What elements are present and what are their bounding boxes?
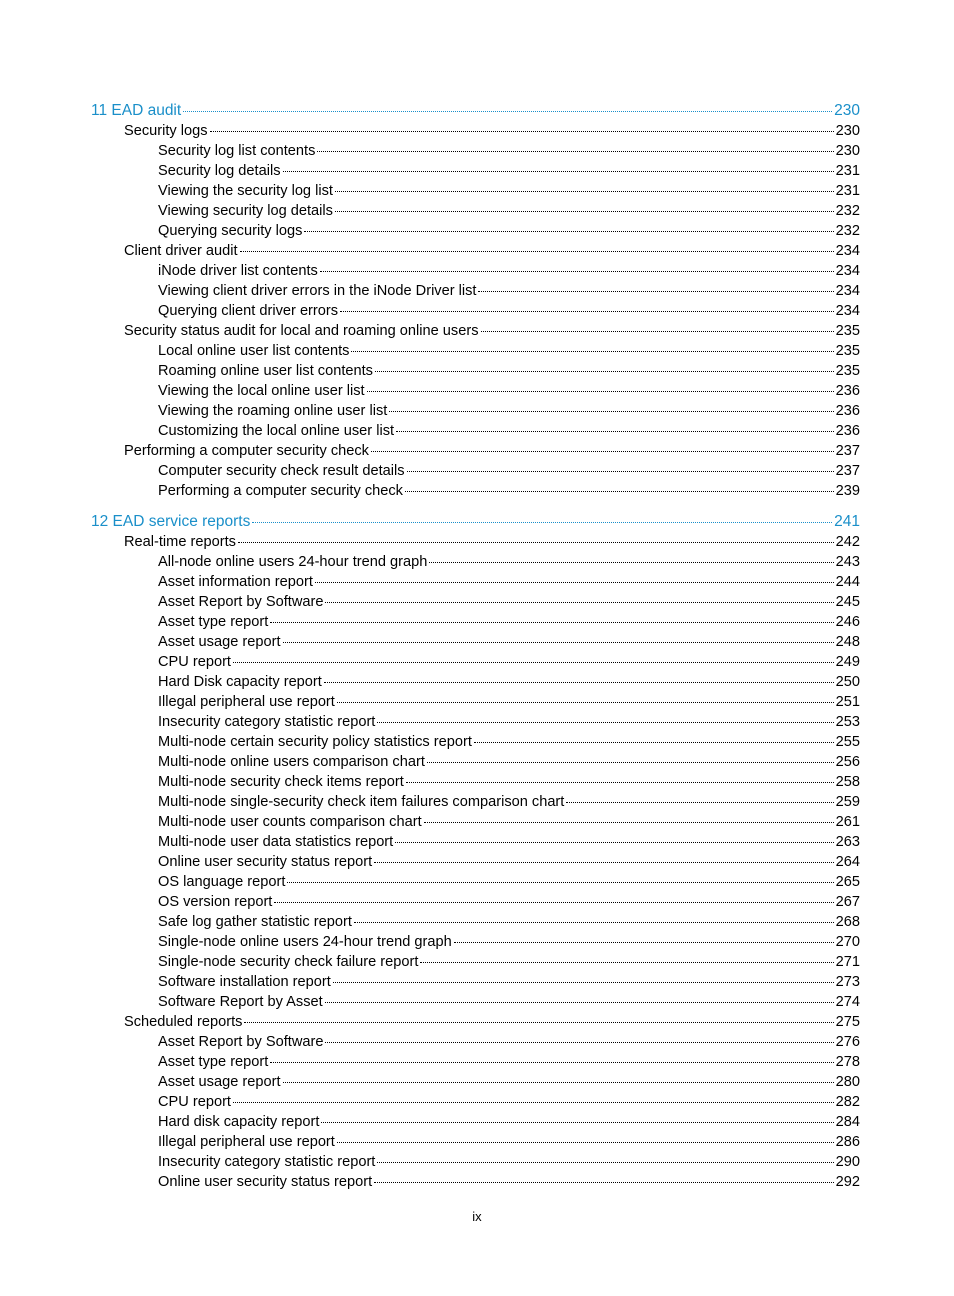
toc-entry-title: Security logs <box>124 123 208 139</box>
toc-entry-title: Security status audit for local and roaming online users <box>124 323 479 339</box>
dot-leader <box>424 810 834 823</box>
toc-entry-page: 275 <box>835 1014 860 1030</box>
toc-entry-title: Illegal peripheral use report <box>158 1134 335 1150</box>
toc-entry-title: CPU report <box>158 1094 231 1110</box>
dot-leader <box>325 590 833 603</box>
toc-subsection-entry[interactable] <box>158 812 860 832</box>
toc-entry-title: Viewing the security log list <box>158 183 333 199</box>
toc-entry-title: Viewing the local online user list <box>158 383 365 399</box>
toc-entry-page: 242 <box>835 534 860 550</box>
dot-leader <box>374 850 834 863</box>
dot-leader <box>325 990 834 1003</box>
dot-leader <box>333 970 834 983</box>
dot-leader <box>335 199 834 212</box>
toc-entry-page: 276 <box>835 1034 860 1050</box>
dot-leader <box>340 299 834 312</box>
toc-entry-page: 250 <box>835 674 860 690</box>
toc-entry-title: Security log list contents <box>158 143 316 159</box>
dot-leader <box>377 710 833 723</box>
toc-subsection-entry[interactable] <box>158 792 860 812</box>
toc-subsection-entry[interactable] <box>158 361 860 381</box>
dot-leader <box>315 570 834 583</box>
toc-entry-page: 286 <box>835 1134 860 1150</box>
toc-entry-title: Multi-node user data statistics report <box>158 834 394 850</box>
toc-entry-page: 278 <box>835 1054 860 1070</box>
toc-subsection-entry[interactable] <box>158 161 860 181</box>
toc-entry-title: iNode driver list contents <box>158 263 318 279</box>
toc-subsection-entry[interactable] <box>158 1172 860 1192</box>
toc-entry-page: 274 <box>835 994 860 1010</box>
toc-entry-page: 284 <box>835 1114 860 1130</box>
toc-entry-title: Hard disk capacity report <box>158 1114 320 1130</box>
toc-subsection-entry[interactable] <box>158 672 860 692</box>
toc-entry-title: Asset type report <box>158 614 269 630</box>
dot-leader <box>183 99 832 112</box>
dot-leader <box>270 1050 833 1063</box>
toc-subsection-entry[interactable] <box>158 1032 860 1052</box>
dot-leader <box>405 479 834 492</box>
toc-subsection-entry[interactable] <box>158 712 860 732</box>
toc-subsection-entry[interactable] <box>158 341 860 361</box>
toc-entry-page: 244 <box>835 574 860 590</box>
toc-section-entry[interactable] <box>124 441 860 461</box>
dot-leader <box>274 890 833 903</box>
toc-entry-title: OS language report <box>158 874 286 890</box>
toc-entry-title: Software Report by Asset <box>158 994 323 1010</box>
toc-entry-title: Online user security status report <box>158 1174 373 1190</box>
toc-entry-page: 282 <box>835 1094 860 1110</box>
dot-leader <box>270 610 833 623</box>
dot-leader <box>389 399 833 412</box>
toc-subsection-entry[interactable] <box>158 141 860 161</box>
dot-leader <box>367 379 834 392</box>
toc-subsection-entry[interactable] <box>158 301 860 321</box>
toc-entry-page: 273 <box>835 974 860 990</box>
toc-chapter-entry[interactable] <box>91 512 860 532</box>
toc-entry-title: Multi-node user counts comparison chart <box>158 814 422 830</box>
dot-leader <box>337 1130 834 1143</box>
dot-leader <box>427 750 834 763</box>
dot-leader <box>375 359 834 372</box>
toc-entry-title: Asset usage report <box>158 634 281 650</box>
toc-entry-page: 234 <box>835 243 860 259</box>
toc-entry-title: Hard Disk capacity report <box>158 674 322 690</box>
toc-entry-title: Asset Report by Software <box>158 1034 324 1050</box>
toc-entry-page: 232 <box>835 203 860 219</box>
toc-entry-page: 280 <box>835 1074 860 1090</box>
toc-subsection-entry[interactable] <box>158 421 860 441</box>
toc-subsection-entry[interactable] <box>158 261 860 281</box>
toc-entry-title: Viewing client driver errors in the iNode Driver list <box>158 283 477 299</box>
dot-leader <box>396 419 834 432</box>
toc-entry-title: Multi-node certain security policy statistics report <box>158 734 472 750</box>
toc-entry-title: Local online user list contents <box>158 343 350 359</box>
toc-entry-page: 263 <box>835 834 860 850</box>
dot-leader <box>283 1070 834 1083</box>
toc-entry-page: 234 <box>835 303 860 319</box>
toc-subsection-entry[interactable] <box>158 972 860 992</box>
toc-entry-page: 237 <box>835 443 860 459</box>
toc-subsection-entry[interactable] <box>158 732 860 752</box>
toc-subsection-entry[interactable] <box>158 612 860 632</box>
toc-subsection-entry[interactable] <box>158 1152 860 1172</box>
toc-entry-page: 264 <box>835 854 860 870</box>
toc-entry-page: 271 <box>835 954 860 970</box>
toc-entry-page: 236 <box>835 423 860 439</box>
toc-entry-page: 245 <box>835 594 860 610</box>
toc-entry-title: Insecurity category statistic report <box>158 714 376 730</box>
toc-section-entry[interactable] <box>124 532 860 552</box>
dot-leader <box>335 179 834 192</box>
dot-leader <box>474 730 834 743</box>
toc-entry-page: 248 <box>835 634 860 650</box>
dot-leader <box>238 530 834 543</box>
toc-subsection-entry[interactable] <box>158 932 860 952</box>
toc-subsection-entry[interactable] <box>158 401 860 421</box>
toc-entry-page: 236 <box>835 383 860 399</box>
toc-entry-title: Performing a computer security check <box>124 443 369 459</box>
dot-leader <box>429 550 833 563</box>
toc-subsection-entry[interactable] <box>158 632 860 652</box>
toc-subsection-entry[interactable] <box>158 872 860 892</box>
toc-entry-page: 230 <box>834 102 860 119</box>
dot-leader <box>287 870 833 883</box>
dot-leader <box>240 239 834 252</box>
toc-subsection-entry[interactable] <box>158 652 860 672</box>
toc-entry-title: Asset type report <box>158 1054 269 1070</box>
toc-entry-title: Multi-node security check items report <box>158 774 404 790</box>
toc-entry-page: 235 <box>835 363 860 379</box>
toc-subsection-entry[interactable] <box>158 1112 860 1132</box>
toc-entry-page: 249 <box>835 654 860 670</box>
dot-leader <box>374 1170 834 1183</box>
toc-subsection-entry[interactable] <box>158 1132 860 1152</box>
dot-leader <box>395 830 833 843</box>
toc-subsection-entry[interactable] <box>158 692 860 712</box>
dot-leader <box>377 1150 833 1163</box>
dot-leader <box>351 339 833 352</box>
dot-leader <box>337 690 834 703</box>
toc-entry-page: 236 <box>835 403 860 419</box>
toc-entry-page: 258 <box>835 774 860 790</box>
toc-entry-title: OS version report <box>158 894 273 910</box>
toc-entry-title: Asset information report <box>158 574 313 590</box>
toc-section-entry[interactable] <box>124 1012 860 1032</box>
toc-subsection-entry[interactable] <box>158 572 860 592</box>
toc-subsection-entry[interactable] <box>158 852 860 872</box>
toc-subsection-entry[interactable] <box>158 892 860 912</box>
toc-entry-page: 290 <box>835 1154 860 1170</box>
toc-entry-title: Asset usage report <box>158 1074 281 1090</box>
toc-subsection-entry[interactable] <box>158 592 860 612</box>
dot-leader <box>566 790 833 803</box>
toc-entry-title: Multi-node online users comparison chart <box>158 754 425 770</box>
toc-entry-title: Safe log gather statistic report <box>158 914 352 930</box>
dot-leader <box>304 219 833 232</box>
toc-entry-page: 239 <box>835 483 860 499</box>
toc-entry-title: Viewing the roaming online user list <box>158 403 388 419</box>
toc-entry-page: 235 <box>835 343 860 359</box>
toc-subsection-entry[interactable] <box>158 552 860 572</box>
dot-leader <box>324 670 834 683</box>
toc-section-entry[interactable] <box>124 241 860 261</box>
toc-entry-title: Asset Report by Software <box>158 594 324 610</box>
toc-entry-page: 292 <box>835 1174 860 1190</box>
toc-entry-title: Roaming online user list contents <box>158 363 373 379</box>
toc-entry-page: 241 <box>834 513 860 530</box>
dot-leader <box>283 630 834 643</box>
toc-entry-page: 234 <box>835 263 860 279</box>
toc-entry-page: 235 <box>835 323 860 339</box>
toc-entry-page: 265 <box>835 874 860 890</box>
toc-entry-page: 253 <box>835 714 860 730</box>
toc-subsection-entry[interactable] <box>158 912 860 932</box>
toc-entry-page: 270 <box>835 934 860 950</box>
dot-leader <box>481 319 834 332</box>
toc-entry-page: 268 <box>835 914 860 930</box>
toc-subsection-entry[interactable] <box>158 201 860 221</box>
toc-entry-title: Computer security check result details <box>158 463 405 479</box>
toc-subsection-entry[interactable] <box>158 832 860 852</box>
toc-entry-page: 256 <box>835 754 860 770</box>
toc-entry-title: Illegal peripheral use report <box>158 694 335 710</box>
toc-chapter-entry[interactable] <box>91 101 860 121</box>
dot-leader <box>407 459 834 472</box>
dot-leader <box>371 439 834 452</box>
dot-leader <box>354 910 834 923</box>
toc-subsection-entry[interactable] <box>158 772 860 792</box>
toc-entry-title: Software installation report <box>158 974 331 990</box>
dot-leader <box>283 159 834 172</box>
toc-subsection-entry[interactable] <box>158 1052 860 1072</box>
toc-entry-page: 231 <box>835 163 860 179</box>
toc-entry-page: 230 <box>835 143 860 159</box>
toc-entry-title: Client driver audit <box>124 243 238 259</box>
page-number: ix <box>472 1209 482 1224</box>
dot-leader <box>317 139 833 152</box>
dot-leader <box>320 259 834 272</box>
dot-leader <box>210 119 834 132</box>
toc-entry-page: 230 <box>835 123 860 139</box>
toc-subsection-entry[interactable] <box>158 381 860 401</box>
toc-entry-title: All-node online users 24-hour trend graph <box>158 554 428 570</box>
toc-subsection-entry[interactable] <box>158 181 860 201</box>
dot-leader <box>321 1110 833 1123</box>
toc-subsection-entry[interactable] <box>158 281 860 301</box>
toc-entry-page: 251 <box>835 694 860 710</box>
dot-leader <box>406 770 834 783</box>
toc-entry-title: Querying security logs <box>158 223 303 239</box>
toc-entry-page: 267 <box>835 894 860 910</box>
toc-entry-page: 243 <box>835 554 860 570</box>
toc-entry-page: 234 <box>835 283 860 299</box>
dot-leader <box>420 950 833 963</box>
toc-entry-title: 11 EAD audit <box>91 102 182 119</box>
toc-subsection-entry[interactable] <box>158 752 860 772</box>
toc-subsection-entry[interactable] <box>158 1072 860 1092</box>
toc-entry-page: 232 <box>835 223 860 239</box>
dot-leader <box>454 930 834 943</box>
toc-section-entry[interactable] <box>124 121 860 141</box>
toc-entry-title: Online user security status report <box>158 854 373 870</box>
toc-entry-page: 259 <box>835 794 860 810</box>
dot-leader <box>244 1010 833 1023</box>
dot-leader <box>325 1030 833 1043</box>
dot-leader <box>233 650 834 663</box>
toc-entry-title: Scheduled reports <box>124 1014 243 1030</box>
toc-subsection-entry[interactable] <box>158 1092 860 1112</box>
toc-entry-title: Insecurity category statistic report <box>158 1154 376 1170</box>
toc-subsection-entry[interactable] <box>158 221 860 241</box>
toc-entry-title: Performing a computer security check <box>158 483 403 499</box>
toc-subsection-entry[interactable] <box>158 992 860 1012</box>
toc-entry-title: Customizing the local online user list <box>158 423 395 439</box>
toc-subsection-entry[interactable] <box>158 952 860 972</box>
toc-entry-title: Single-node online users 24-hour trend graph <box>158 934 452 950</box>
toc-entry-page: 231 <box>835 183 860 199</box>
toc-entry-title: Real-time reports <box>124 534 236 550</box>
toc-entry-title: Viewing security log details <box>158 203 333 219</box>
toc-entry-page: 261 <box>835 814 860 830</box>
toc-entry-page: 237 <box>835 463 860 479</box>
toc-entry-title: Multi-node single-security check item failures comparison chart <box>158 794 565 810</box>
dot-leader <box>252 510 832 523</box>
toc-entry-title: Single-node security check failure report <box>158 954 419 970</box>
toc-subsection-entry[interactable] <box>158 481 860 501</box>
dot-leader <box>233 1090 834 1103</box>
toc-section-entry[interactable] <box>124 321 860 341</box>
toc-entry-title: Security log details <box>158 163 281 179</box>
dot-leader <box>478 279 833 292</box>
toc-entry-title: CPU report <box>158 654 231 670</box>
toc-entry-page: 255 <box>835 734 860 750</box>
toc-entry-title: Querying client driver errors <box>158 303 339 319</box>
toc-entry-page: 246 <box>835 614 860 630</box>
toc-subsection-entry[interactable] <box>158 461 860 481</box>
toc-entry-title: 12 EAD service reports <box>91 513 251 530</box>
